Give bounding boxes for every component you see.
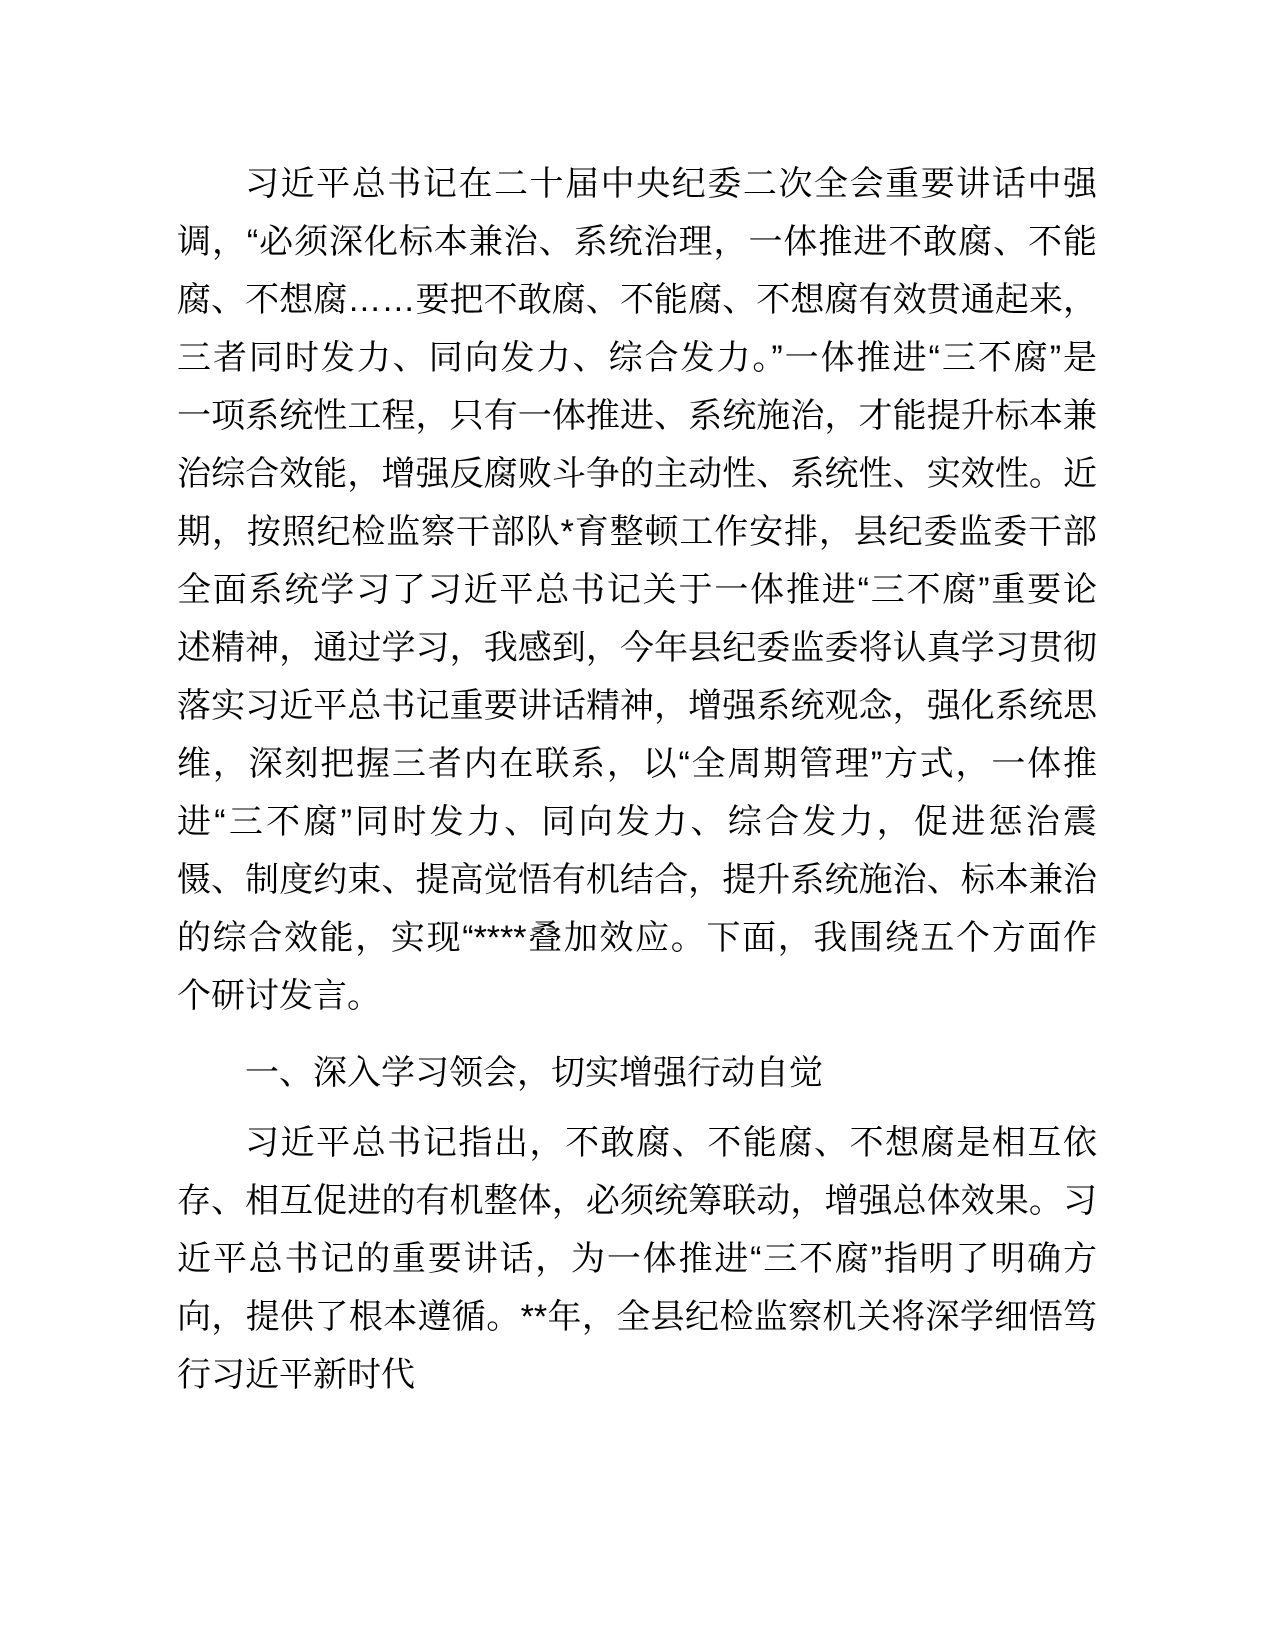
paragraph1-line: 个研讨发言。 [177, 977, 381, 1015]
paragraph1-line: 慑、制度约束、提高觉悟有机结合，提升系统施治、标本兼治 [177, 861, 1097, 899]
paragraph1-line: 期，按照纪检监察干部队*育整顿工作安排，县纪委监委干部 [177, 513, 1097, 551]
paragraph1-line: 进“三不腐”同时发力、同向发力、综合发力，促进惩治震 [177, 803, 1097, 841]
paragraph1-line: 的综合效能，实现“****叠加效应。下面，我围绕五个方面作 [177, 919, 1097, 957]
paragraph1-line: 一项系统性工程，只有一体推进、系统施治，才能提升标本兼 [177, 397, 1097, 435]
paragraph2-line: 存、相互促进的有机整体，必须统筹联动，增强总体效果。习 [177, 1182, 1097, 1220]
paragraph1-line: 习近平总书记在二十届中央纪委二次全会重要讲话中强 [245, 165, 1097, 203]
paragraph1-line: 全面系统学习了习近平总书记关于一体推进“三不腐”重要论 [177, 571, 1097, 609]
section-heading: 一、深入学习领会，切实增强行动自觉 [245, 1054, 823, 1092]
paragraph2-line: 行习近平新时代 [177, 1356, 415, 1394]
paragraph1-line: 维，深刻把握三者内在联系，以“全周期管理”方式，一体推 [177, 745, 1097, 783]
paragraph1-line: 腐、不想腐……要把不敢腐、不能腐、不想腐有效贯通起来， [177, 281, 1097, 319]
paragraph2-line: 习近平总书记指出，不敢腐、不能腐、不想腐是相互依 [245, 1124, 1097, 1162]
paragraph2-line: 近平总书记的重要讲话，为一体推进“三不腐”指明了明确方 [177, 1240, 1097, 1278]
paragraph1-line: 述精神，通过学习，我感到，今年县纪委监委将认真学习贯彻 [177, 629, 1097, 667]
paragraph1-line: 治综合效能，增强反腐败斗争的主动性、系统性、实效性。近 [177, 455, 1097, 493]
paragraph1-line: 三者同时发力、同向发力、综合发力。”一体推进“三不腐”是 [177, 339, 1097, 377]
paragraph2-line: 向，提供了根本遵循。**年，全县纪检监察机关将深学细悟笃 [177, 1298, 1097, 1336]
paragraph1-line: 调，“必须深化标本兼治、系统治理，一体推进不敢腐、不能 [177, 223, 1097, 261]
paragraph1-line: 落实习近平总书记重要讲话精神，增强系统观念，强化系统思 [177, 687, 1097, 725]
